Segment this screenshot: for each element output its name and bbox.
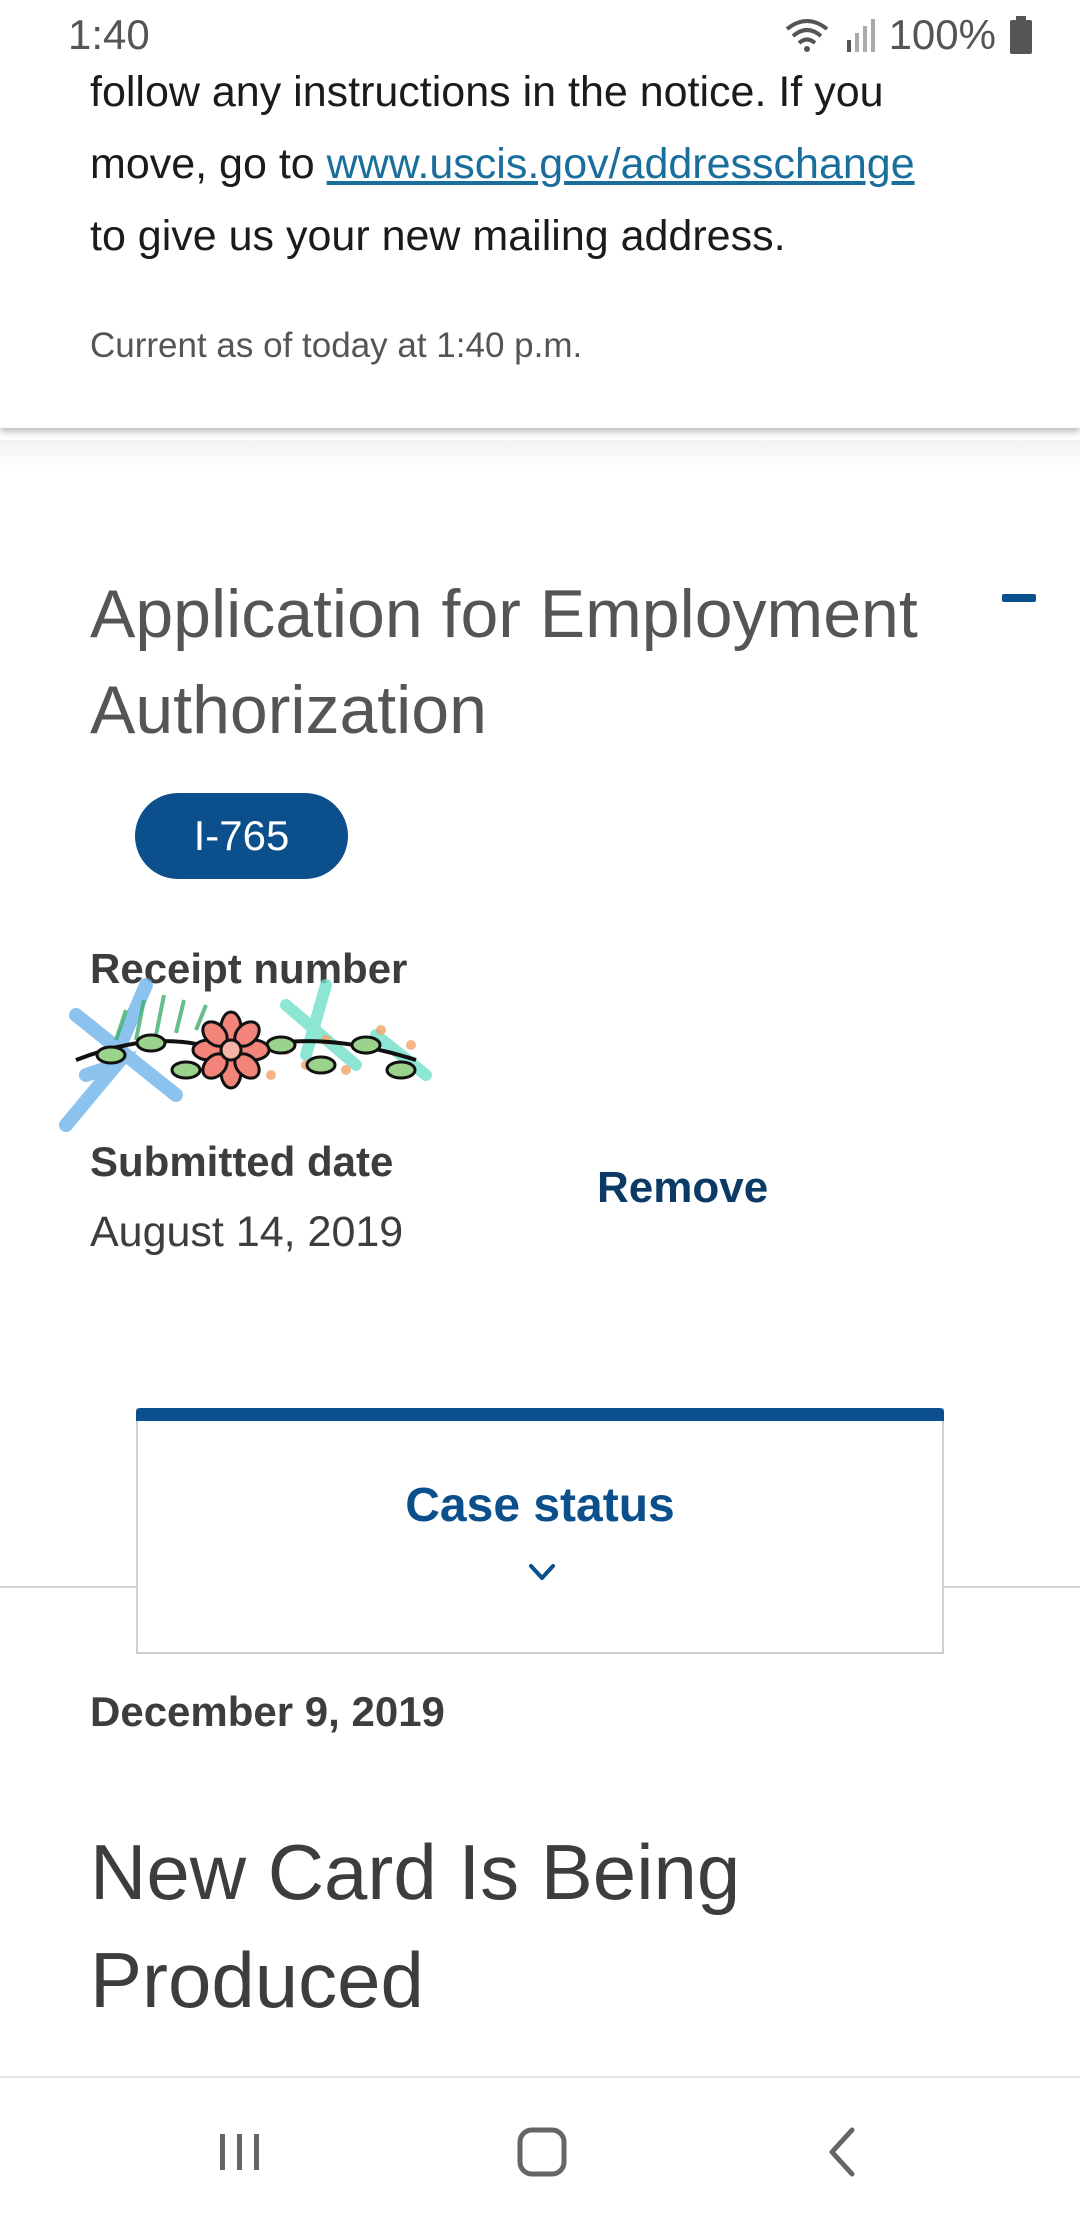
wifi-icon (783, 17, 831, 53)
case-status-accent-bar (136, 1408, 944, 1421)
intro-line-1: follow any instructions in the notice. If you (90, 68, 884, 116)
collapse-icon[interactable] (1002, 594, 1036, 602)
status-icons (783, 11, 1032, 59)
receipt-number-label: Receipt number (90, 945, 408, 992)
recent-apps-icon[interactable] (210, 2122, 270, 2182)
status-bar (0, 0, 1080, 70)
form-type-badge: I-765 (135, 793, 348, 879)
card-separator (0, 440, 1080, 474)
chevron-down-icon (528, 1558, 556, 1586)
application-title: Application for Employment Authorization (90, 576, 918, 748)
address-change-link[interactable]: www.uscis.gov/addresschange (326, 140, 915, 188)
intro-line-2 (90, 128, 1030, 200)
status-heading: New Card Is Being Produced (90, 1828, 741, 2024)
status-time: 1:40 (68, 11, 150, 58)
remove-button[interactable]: Remove (597, 1163, 769, 1212)
submitted-date-label: Submitted date (90, 1138, 394, 1185)
intro-line-2-prefix: move, go to (90, 140, 327, 188)
home-icon[interactable] (512, 2122, 572, 2182)
battery-icon (1010, 16, 1032, 54)
intro-line-3: to give us your new mailing address. (90, 212, 786, 260)
case-status-label: Case status (405, 1479, 675, 1532)
signal-icon (845, 18, 875, 52)
battery-percent: 100% (888, 11, 996, 58)
intro-text (90, 56, 1030, 272)
current-as-of-text: Current as of today at 1:40 p.m. (90, 326, 583, 365)
navigation-bar (0, 2076, 1080, 2222)
back-icon[interactable] (814, 2122, 874, 2182)
status-date: December 9, 2019 (90, 1688, 445, 1735)
redaction-sticker (56, 945, 466, 1155)
case-status-toggle[interactable] (136, 1408, 944, 1654)
submitted-date-value: August 14, 2019 (90, 1208, 404, 1256)
